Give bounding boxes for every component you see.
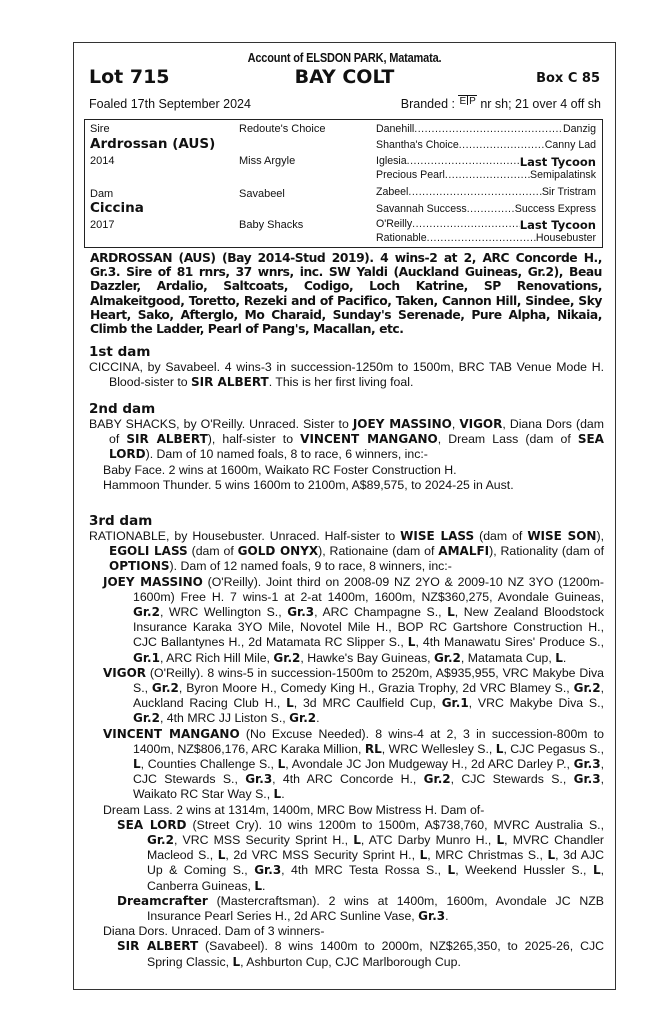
- text-run: , 3d MRC Caulfield Cup,: [293, 696, 442, 711]
- catalogue-page: [73, 42, 616, 990]
- text-run: , Weekend Hussler S.,: [455, 863, 593, 878]
- text-run: (Mastercraftsman). 2 wins at 1400m, 1600m, Avondale JC NZB Insurance Pearl Series H., 2d ARC Sunline Vase,: [147, 893, 604, 924]
- bold-text: Gr.1: [133, 650, 160, 665]
- great-grandparent-row: [376, 186, 596, 198]
- dam-year: 2017: [90, 219, 115, 231]
- bold-text: Gr.3: [245, 772, 273, 787]
- bold-text: Gr.2: [573, 681, 601, 696]
- text-run: , Matamata Cup,: [460, 650, 556, 665]
- text-run: BABY SHACKS, by O'Reilly. Unraced. Sister to: [89, 417, 353, 431]
- brand-right: P: [469, 96, 476, 107]
- text-run: (No Excuse Needed). 8 wins-4 at 2, 3 in succession-800m to 1400m, NZ$806,176, ARC Karaka Million,: [133, 726, 605, 756]
- progeny-item: Baby Face. 2 wins at 1600m, Waikato RC Foster Construction H.: [103, 462, 457, 477]
- text-run: , Waikato RC Star Way S.,: [133, 772, 604, 802]
- bold-text: L: [592, 863, 601, 878]
- text-run: ). Dam of 12 named foals, 9 to race, 8 winners, inc:-: [169, 559, 452, 574]
- bold-text: L: [547, 848, 556, 863]
- text-run: (dam of: [474, 529, 528, 543]
- progeny-item: Hammoon Thunder. 5 wins 1600m to 2100m, A$89,575, to 2024-25 in Aust.: [103, 477, 514, 492]
- third-dam-text: [89, 529, 604, 575]
- text-run: .: [445, 909, 449, 924]
- gg-left: Iglesia: [376, 155, 407, 167]
- bold-text: WISE LASS: [400, 529, 475, 543]
- text-run: , 2d VRC MSS Security Sprint H.,: [225, 848, 420, 863]
- progeny-sir-albert: [117, 939, 604, 969]
- bold-text: L: [286, 696, 294, 711]
- bold-text: VINCENT MANGANO: [103, 726, 240, 741]
- bold-text: SEA LORD: [117, 817, 187, 832]
- text-run: . This is her first living foal.: [268, 375, 414, 390]
- first-dam-heading: 1st dam: [89, 344, 151, 360]
- gg-right: Sir Tristram: [541, 186, 596, 198]
- text-run: ),: [596, 529, 604, 543]
- sire-name: Ardrossan (AUS): [90, 136, 216, 152]
- gg-left: Rationable: [376, 232, 427, 244]
- bold-text: Gr.2: [133, 711, 160, 726]
- text-run: , 4th Manawatu Sires' Produce S.,: [415, 635, 604, 650]
- second-dam-heading: 2nd dam: [89, 401, 156, 417]
- text-run: , Avondale JC Jon Mudgeway H., 2d ARC Darley P.,: [285, 757, 574, 772]
- bold-text: L: [555, 650, 563, 665]
- second-dam-text: [89, 417, 604, 463]
- bold-text: L: [407, 635, 416, 650]
- gg-right: Last Tycoon: [519, 155, 596, 169]
- bold-text: L: [254, 878, 262, 893]
- bold-text: Gr.2: [289, 711, 317, 726]
- vendor-account: Account of ELSDON PARK, Matamata.: [247, 51, 442, 65]
- progeny-vigor: [103, 666, 604, 727]
- text-run: , MRC Christmas S.,: [427, 848, 548, 863]
- text-run: (Savabeel). 8 wins 1400m to 2000m, NZ$265,350, to 2025-26, CJC Spring Classic,: [147, 939, 604, 969]
- pedigree-table: [84, 119, 603, 248]
- dam-dam: Baby Shacks: [239, 219, 304, 231]
- foaled-date: Foaled 17th September 2024: [89, 97, 251, 111]
- text-run: , Counties Challenge S.,: [140, 757, 278, 772]
- horse-description: BAY COLT: [294, 66, 395, 88]
- text-run: , Ashburton Cup, CJC Marlborough Cup.: [240, 954, 461, 969]
- text-run: , ARC Champagne S.,: [314, 605, 448, 620]
- bold-text: VIGOR: [103, 665, 147, 680]
- bold-text: L: [273, 787, 282, 802]
- gg-left: Savannah Success: [376, 203, 467, 215]
- progeny-joey-massino: [103, 575, 604, 666]
- branded-label: Branded :: [400, 97, 455, 111]
- text-run: , New Zealand Bloodstock Insurance Karaka 3YO Mile, Novotel Mile H., BOP RC Gartshore Construction H., CJC Ballantynes H., 2d Matamata RC Slipper S.,: [133, 605, 605, 650]
- sire-year: 2014: [90, 155, 115, 167]
- bold-text: L: [353, 833, 361, 848]
- bold-text: Gr.2: [151, 681, 179, 696]
- bold-text: SIR ALBERT: [126, 432, 208, 447]
- bold-text: L: [419, 848, 428, 863]
- gg-left: Precious Pearl: [376, 169, 445, 181]
- gg-right: Last Tycoon: [519, 218, 596, 232]
- bold-text: L: [277, 757, 286, 772]
- text-run: (O'Reilly). 8 wins-5 in succession-1500m to 2520m, A$935,955, VRC Makybe Diva S.,: [133, 665, 604, 696]
- great-grandparent-row: [376, 169, 596, 181]
- progeny-dream-lass: Dream Lass. 2 wins at 1314m, 1400m, MRC Bow Mistress H. Dam of-: [103, 802, 485, 817]
- text-run: RATIONABLE, by Housebuster. Unraced. Half-sister to: [89, 529, 401, 543]
- bold-text: Gr.2: [147, 833, 174, 848]
- bold-text: L: [496, 833, 505, 848]
- gg-right: Danzig: [563, 123, 596, 135]
- bold-text: Gr.3: [287, 605, 315, 620]
- text-run: , CJC Stewards S.,: [133, 757, 604, 787]
- great-grandparent-row: [376, 155, 596, 169]
- text-run: ). Dam of 10 named foals, 8 to race, 6 winners, inc:-: [145, 447, 428, 462]
- great-grandparent-row: [376, 139, 596, 151]
- bold-text: Dreamcrafter: [117, 893, 208, 908]
- bold-text: SEA LORD: [109, 432, 604, 462]
- bold-text: EGOLI LASS: [109, 544, 188, 559]
- text-run: , CJC Pegasus S.,: [503, 741, 604, 756]
- bold-text: WISE SON: [527, 529, 597, 543]
- branded-detail: nr sh; 21 over 4 off sh: [480, 97, 601, 111]
- text-run: , Auckland Racing Club H.,: [133, 681, 604, 711]
- bold-text: SIR ALBERT: [117, 939, 199, 954]
- text-run: .: [316, 711, 320, 726]
- progeny-vincent-mangano: [103, 727, 604, 803]
- great-grandparent-row: [376, 232, 596, 244]
- bold-text: AMALFI: [438, 544, 490, 559]
- great-grandparent-row: [376, 123, 596, 135]
- text-run: , VRC Makybe Diva S.,: [468, 696, 604, 711]
- sire-dam: Miss Argyle: [239, 155, 296, 167]
- progeny-sea-lord: [117, 818, 604, 894]
- progeny-dreamcrafter: [117, 894, 604, 924]
- text-run: , WRC Wellington S.,: [159, 605, 288, 620]
- lot-number: Lot 715: [89, 66, 170, 88]
- text-run: , 4th ARC Concorde H.,: [272, 772, 424, 787]
- bold-text: Gr.2: [133, 605, 160, 620]
- great-grandparent-row: [376, 218, 596, 232]
- text-run: ), Rationality (dam of: [489, 544, 604, 559]
- text-run: .: [281, 787, 285, 802]
- text-run: , Hawke's Bay Guineas,: [300, 650, 434, 665]
- text-run: CICCINA, by Savabeel. 4 wins-3 in succession-1250m to 1500m, BRC TAB Venue Mode H. Blood-sister to: [89, 360, 604, 390]
- text-run: ), Rationaine (dam of: [318, 544, 439, 559]
- text-run: , Canberra Guineas,: [147, 863, 605, 893]
- bold-text: SIR ALBERT: [191, 375, 269, 390]
- bold-text: Gr.3: [254, 863, 282, 878]
- dam-label: Dam: [90, 188, 114, 200]
- progeny-diana-dors: Diana Dors. Unraced. Dam of 3 winners-: [103, 924, 325, 939]
- text-run: (Street Cry). 10 wins 1200m to 1500m, A$738,760, MVRC Australia S.,: [186, 817, 604, 832]
- text-run: , 4th MRC Testa Rossa S.,: [281, 863, 448, 878]
- great-grandparent-row: [376, 203, 596, 215]
- text-run: , Diana Dors (dam of: [109, 417, 604, 447]
- bold-text: RL: [364, 741, 382, 756]
- brand-left: E: [459, 96, 467, 107]
- text-run: , CJC Stewards S.,: [450, 772, 574, 787]
- bold-text: VINCENT MANGANO: [300, 432, 438, 447]
- text-run: , ARC Rich Hill Mile,: [159, 650, 274, 665]
- gg-left: Danehill: [376, 123, 415, 135]
- text-run: .: [562, 650, 567, 665]
- text-run: ), half-sister to: [207, 432, 301, 447]
- gg-left: Zabeel: [376, 186, 409, 198]
- bold-text: JOEY MASSINO: [103, 574, 203, 589]
- bold-text: GOLD ONYX: [237, 544, 319, 559]
- text-run: (dam of: [187, 544, 238, 559]
- text-run: , 4th MRC JJ Liston S.,: [159, 711, 290, 726]
- bold-text: OPTIONS: [109, 559, 170, 574]
- dam-name: Ciccina: [90, 200, 144, 216]
- gg-right: Housebuster: [535, 232, 596, 244]
- text-run: , MVRC Chandler Macleod S.,: [147, 833, 605, 863]
- text-run: , Dream Lass (dam of: [437, 432, 578, 447]
- first-dam-section: [89, 344, 604, 390]
- text-run: , 3d AJC Up & Coming S.,: [147, 848, 604, 878]
- dam-sire: Savabeel: [239, 188, 285, 200]
- bold-text: L: [133, 757, 141, 772]
- bold-text: L: [495, 741, 504, 756]
- gg-left: Shantha's Choice: [376, 139, 459, 151]
- second-dam-section: [89, 401, 604, 493]
- sire-summary: ARDROSSAN (AUS) (Bay 2014-Stud 2019). 4 wins-2 at 2, ARC Concorde H., Gr.3. Sire of 81 rnrs, 37 wnrs, inc. SW Yaldi (Auckland Guineas, Gr.2), Beau Dazzler, Ardalio, Saltcoats, Codigo, Loch Katrine, SP Renovations, Almakeitgood, Toretto, Rezeki and of Pacifico, Taken, Cannon Hill, Sindee, Sky Heart, Sako, Afterglo, Mo Charaid, Sunday's Serenade, Pure Alpha, Nikaia, Climb the Ladder, Pearl of Pang's, Macallan, etc.: [90, 251, 602, 337]
- text-run: , WRC Wellesley S.,: [381, 741, 496, 756]
- bold-text: L: [232, 954, 241, 969]
- text-run: (O'Reilly). Joint third on 2008-09 NZ 2YO & 2009-10 NZ 3YO (1200m-1600m) Free H. 7 wins-1 at 2-at 1400m, 1600m, NZ$360,275, Avondale Guineas,: [133, 574, 604, 604]
- gg-right: Semipalatinsk: [530, 169, 596, 181]
- text-run: , Byron Moore H., Comedy King H., Grazia Trophy, 2d VRC Blamey S.,: [178, 681, 574, 696]
- branded-info: [401, 95, 601, 111]
- bold-text: Gr.2: [273, 650, 301, 665]
- bold-text: Gr.2: [423, 772, 451, 787]
- bold-text: Gr.1: [441, 696, 469, 711]
- text-run: , ATC Darby Munro H.,: [360, 833, 497, 848]
- bold-text: L: [217, 848, 226, 863]
- bold-text: L: [447, 863, 456, 878]
- gg-left: O'Reilly: [376, 218, 413, 230]
- text-run: ,: [451, 417, 460, 431]
- brand-mark-icon: [458, 95, 476, 107]
- bold-text: Gr.3: [573, 757, 601, 772]
- sire-label: Sire: [90, 123, 110, 135]
- bold-text: Gr.2: [433, 650, 461, 665]
- third-dam-heading: 3rd dam: [89, 513, 153, 529]
- bold-text: L: [447, 605, 455, 620]
- sire-sire: Redoute's Choice: [239, 123, 326, 135]
- gg-right: Success Express: [514, 203, 596, 215]
- gg-right: Canny Lad: [544, 139, 596, 151]
- bold-text: Gr.3: [573, 772, 601, 787]
- third-dam-section: [89, 513, 604, 970]
- text-run: .: [261, 878, 266, 893]
- bold-text: VIGOR: [459, 417, 503, 431]
- text-run: , VRC MSS Security Sprint H.,: [173, 833, 354, 848]
- box-number: Box C 85: [536, 71, 600, 86]
- first-dam-text: [89, 360, 604, 390]
- bold-text: JOEY MASSINO: [352, 417, 452, 431]
- bold-text: Gr.3: [418, 909, 446, 924]
